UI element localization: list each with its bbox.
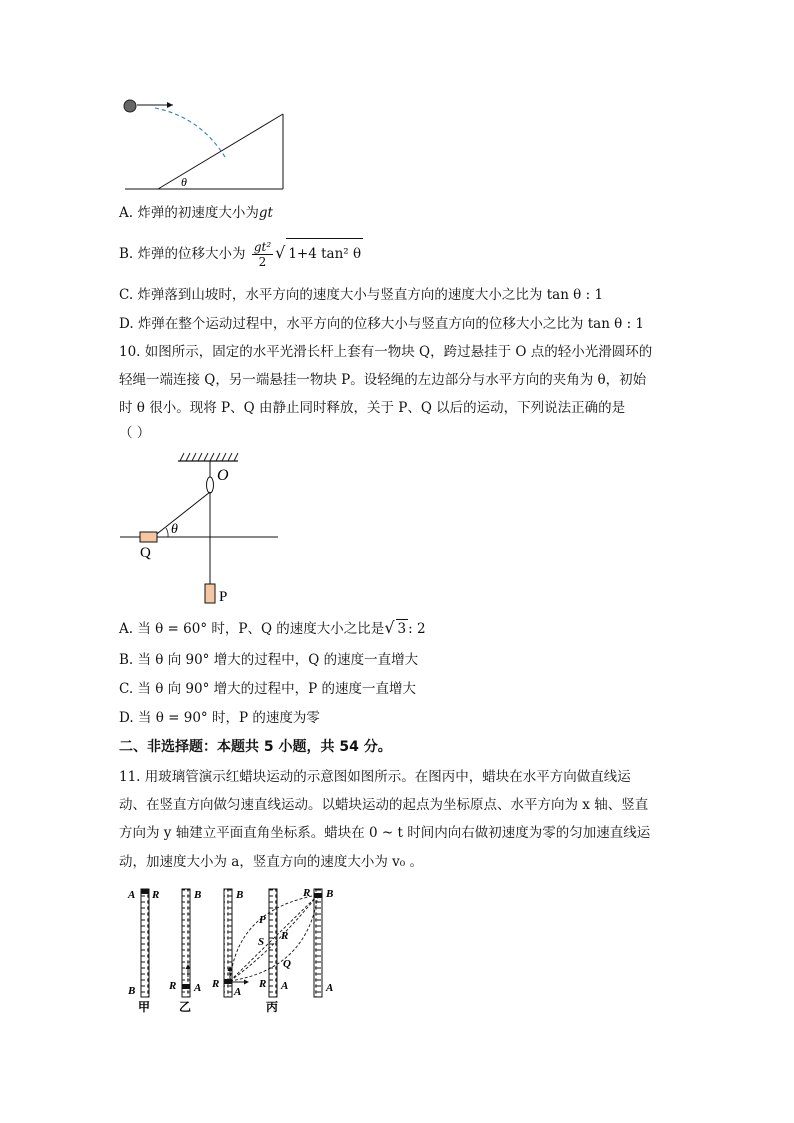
q11-line-1: 11. 用玻璃管演示红蜡块运动的示意图如图所示。在图丙中，蜡块在水平方向做直线运 bbox=[119, 769, 631, 785]
label-theta: θ bbox=[171, 522, 178, 537]
svg-text:B: B bbox=[194, 889, 202, 901]
tube-yi bbox=[182, 889, 190, 997]
label-path-q: Q bbox=[283, 958, 291, 970]
label-bing: 丙 bbox=[266, 1000, 279, 1014]
label-jia: 甲 bbox=[138, 1000, 151, 1014]
bomb-ball bbox=[124, 100, 136, 112]
q10-option-c: C. 当 θ 向 90° 增大的过程中，P 的速度一直增大 bbox=[119, 681, 417, 697]
section-heading: 二、非选择题：本题共 5 小题，共 54 分。 bbox=[119, 739, 392, 755]
svg-text:B: B bbox=[128, 985, 136, 997]
block-p bbox=[205, 584, 215, 603]
svg-text:R: R bbox=[259, 978, 267, 990]
label-q: Q bbox=[140, 545, 151, 561]
svg-text:A: A bbox=[326, 982, 334, 994]
q10-line-1: 10. 如图所示，固定的水平光滑长杆上套有一物块 Q，跨过悬挂于 O 点的轻小光滑圆环的 bbox=[119, 344, 653, 360]
label-o: O bbox=[217, 467, 229, 484]
label-p: P bbox=[219, 589, 228, 605]
trajectory-curve bbox=[155, 108, 225, 157]
q11-line-2: 动、在竖直方向做匀速直线运动。以蜡块运动的起点为坐标原点、水平方向为 x 轴、竖直 bbox=[119, 797, 649, 813]
q10-option-b: B. 当 θ 向 90° 增大的过程中，Q 的速度一直增大 bbox=[119, 652, 419, 668]
q9-option-d: D. 炸弹在整个运动过程中，水平方向的位移大小与竖直方向的位移大小之比为 tan θ : 1 bbox=[119, 316, 645, 332]
q10-line-3: 时 θ 很小。现将 P、Q 由静止同时释放，关于 P、Q 以后的运动，下列说法正确的是 bbox=[119, 400, 626, 416]
svg-text:A: A bbox=[234, 986, 242, 998]
fraction: $\frac{\text{gt²}}{2}$ bbox=[253, 240, 272, 269]
tube-bing-middle bbox=[269, 889, 277, 997]
q11-line-3: 方向为 y 轴建立平面直角坐标系。蜡块在 0 ~ t 时间内向右做初速度为零的匀加速直线运 bbox=[119, 825, 651, 841]
svg-text:A: A bbox=[128, 889, 136, 901]
svg-text:R: R bbox=[152, 889, 160, 901]
svg-text:R: R bbox=[212, 978, 220, 990]
q10-option-a: A. 当 θ = 60° 时，P、Q 的速度大小之比是√ 3 : 2 bbox=[119, 618, 426, 637]
svg-text:B: B bbox=[236, 889, 244, 901]
rope-left bbox=[153, 492, 210, 537]
q10-option-d: D. 当 θ = 90° 时，P 的速度为零 bbox=[119, 710, 320, 726]
ceiling-hatch bbox=[180, 453, 238, 461]
sqrt-icon: √ bbox=[275, 243, 286, 262]
angle-label: θ bbox=[181, 175, 187, 189]
q10-line-2: 轻绳一端连接 Q，另一端悬挂一物块 P。设轻绳的左边部分与水平方向的夹角为 θ，初始 bbox=[119, 372, 647, 388]
svg-text:A: A bbox=[281, 980, 289, 992]
label-path-r: R bbox=[281, 930, 289, 942]
pulley-figure bbox=[118, 448, 298, 608]
svg-text:R: R bbox=[303, 887, 311, 899]
tube-figure bbox=[122, 881, 352, 1017]
ring-icon bbox=[207, 477, 214, 493]
tube-bing-right bbox=[314, 889, 322, 997]
slope-figure bbox=[115, 92, 295, 194]
wax-block bbox=[141, 889, 149, 894]
sqrt-icon: √ bbox=[384, 618, 395, 637]
q9-option-c: C. 炸弹落到山坡时，水平方向的速度大小与竖直方向的速度大小之比为 tan θ : 1 bbox=[119, 287, 604, 303]
label-yi: 乙 bbox=[179, 1000, 192, 1014]
label-path-s: S bbox=[258, 936, 265, 948]
svg-text:B: B bbox=[326, 888, 334, 900]
slope-line bbox=[158, 114, 283, 189]
q10-answer-blank: （ ） bbox=[119, 425, 151, 441]
svg-text:R: R bbox=[169, 980, 177, 992]
q11-line-4: 动，加速度大小为 a，竖直方向的速度大小为 v₀ 。 bbox=[119, 854, 423, 870]
q9-option-a: A. 炸弹的初速度大小为gt bbox=[119, 205, 273, 221]
block-q bbox=[140, 532, 157, 542]
label-path-p: P bbox=[259, 914, 266, 926]
q9-option-b: B. 炸弹的位移大小为 $\frac{\text{gt²}}{2}$ √ 1+4 tan² θ bbox=[119, 240, 362, 269]
svg-text:A: A bbox=[194, 982, 202, 994]
tube-jia bbox=[141, 889, 149, 997]
